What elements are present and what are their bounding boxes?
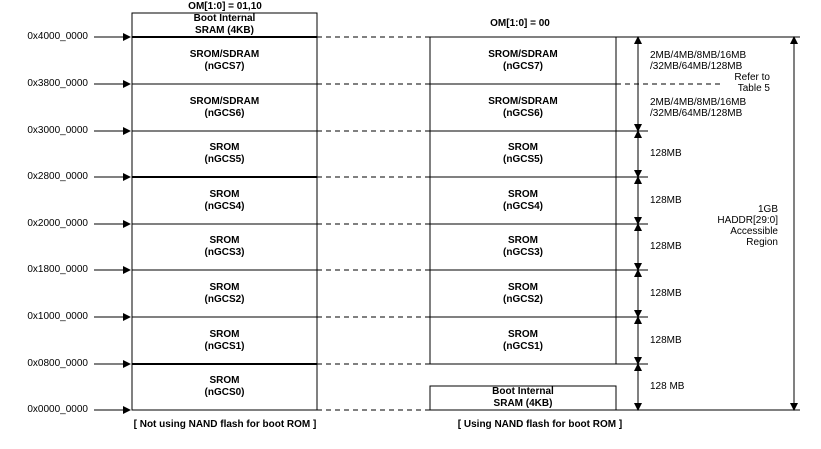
right-bank-ngcs1: [430, 317, 616, 364]
block-line2: (nGCS4): [204, 200, 245, 212]
size-note-bank7: [650, 50, 780, 72]
block-line1: SROM: [508, 235, 538, 246]
dashed-guides: [317, 37, 430, 410]
block-line2: (nGCS4): [503, 200, 543, 212]
note-line1: 2MB/4MB/8MB/16MB: [650, 50, 747, 61]
left-bank-ngcs0: [132, 364, 317, 410]
size-note-bank0: 128 MB: [650, 381, 685, 392]
block-line2: (nGCS0): [204, 387, 245, 398]
left-bank-ngcs5: [132, 131, 317, 177]
right-bank-ngcs4: [430, 177, 616, 224]
right-mode-header: OM[1:0] = 00: [490, 18, 550, 29]
right-bank-ngcs3: [430, 224, 616, 270]
note-line2: /32MB/64MB/128MB: [650, 61, 743, 72]
block-line1: SROM/SDRAM: [189, 48, 260, 60]
size-note-refer: [720, 72, 770, 94]
address-label: 0x0000_0000: [27, 404, 88, 415]
right-boot-sram-block: [430, 386, 616, 410]
left-bank-ngcs3: [132, 224, 317, 270]
right-bank-ngcs2: [430, 270, 616, 317]
block-line2: (nGCS6): [502, 107, 543, 119]
block-line1: SROM/SDRAM: [488, 48, 558, 60]
block-line1: SROM: [209, 235, 240, 246]
left-bank-ngcs1: [132, 317, 317, 364]
left-bank-ngcs6: [132, 84, 317, 131]
note-line1: Refer to: [734, 72, 770, 83]
size-note-bank4: 128MB: [650, 195, 682, 206]
block-line1: SROM: [508, 142, 538, 153]
note-line3: Accessible: [730, 226, 778, 237]
note-line1: 1GB: [757, 204, 778, 215]
note-line2: HADDR[29:0]: [717, 215, 778, 226]
block-line1: SROM: [209, 328, 240, 340]
block-line1: SROM: [508, 281, 538, 293]
left-bank-ngcs4: [132, 177, 317, 224]
size-note-bank6: [650, 97, 780, 119]
address-label: 0x0800_0000: [27, 358, 88, 369]
left-mode-header: OM[1:0] = 01,10: [188, 1, 262, 12]
block-line2: (nGCS6): [204, 107, 245, 119]
right-bank-ngcs5: [430, 131, 616, 177]
address-label: 0x4000_0000: [27, 31, 88, 42]
block-line1: SROM: [508, 328, 538, 340]
block-line2: (nGCS7): [204, 60, 245, 72]
left-bank-ngcs7: [132, 37, 317, 84]
address-label: 0x1000_0000: [27, 311, 88, 322]
block-line1: Boot Internal: [492, 386, 554, 397]
block-line2: (nGCS1): [503, 340, 543, 352]
right-bank-ngcs7: [430, 37, 616, 84]
block-line2: (nGCS2): [204, 293, 245, 305]
block-line1: SROM: [209, 142, 240, 153]
block-line2: (nGCS5): [204, 154, 245, 165]
left-caption: [ Not using NAND flash for boot ROM ]: [133, 419, 317, 430]
left-bank-ngcs2: [132, 270, 317, 317]
block-line1: SROM: [209, 188, 240, 200]
right-bank-ngcs6: [430, 84, 616, 131]
address-label: 0x3000_0000: [27, 125, 88, 136]
note-line1: 2MB/4MB/8MB/16MB: [650, 97, 747, 108]
left-boot-sram-block: [132, 13, 317, 37]
block-line2: SRAM (4KB): [493, 398, 553, 409]
block-line2: (nGCS1): [204, 340, 245, 352]
block-line1: SROM: [508, 188, 538, 200]
block-line1: SROM: [209, 375, 240, 386]
address-label: 0x1800_0000: [27, 264, 88, 275]
address-arrows: [94, 37, 130, 410]
block-line2: (nGCS5): [503, 154, 543, 165]
block-line1: Boot Internal: [193, 13, 256, 24]
block-line2: SRAM (4KB): [195, 25, 254, 36]
block-line1: SROM: [209, 281, 240, 293]
block-line2: (nGCS7): [502, 60, 543, 72]
right-caption: [ Using NAND flash for boot ROM ]: [457, 419, 623, 430]
size-note-bank5: 128MB: [650, 148, 682, 159]
block-line2: (nGCS3): [204, 247, 245, 258]
note-line2: Table 5: [737, 83, 770, 94]
block-line1: SROM/SDRAM: [488, 95, 558, 107]
size-note-bank3: 128MB: [650, 241, 682, 252]
address-label: 0x2000_0000: [27, 218, 88, 229]
size-note-bank1: 128MB: [650, 335, 682, 346]
note-line2: /32MB/64MB/128MB: [650, 108, 743, 119]
block-line2: (nGCS2): [503, 293, 543, 305]
size-note-total: [700, 204, 778, 248]
block-line1: SROM/SDRAM: [189, 95, 260, 107]
address-label: 0x3800_0000: [27, 78, 88, 89]
note-line4: Region: [746, 237, 778, 248]
block-line2: (nGCS3): [503, 247, 543, 258]
size-note-bank2: 128MB: [650, 288, 682, 299]
address-label: 0x2800_0000: [27, 171, 88, 182]
